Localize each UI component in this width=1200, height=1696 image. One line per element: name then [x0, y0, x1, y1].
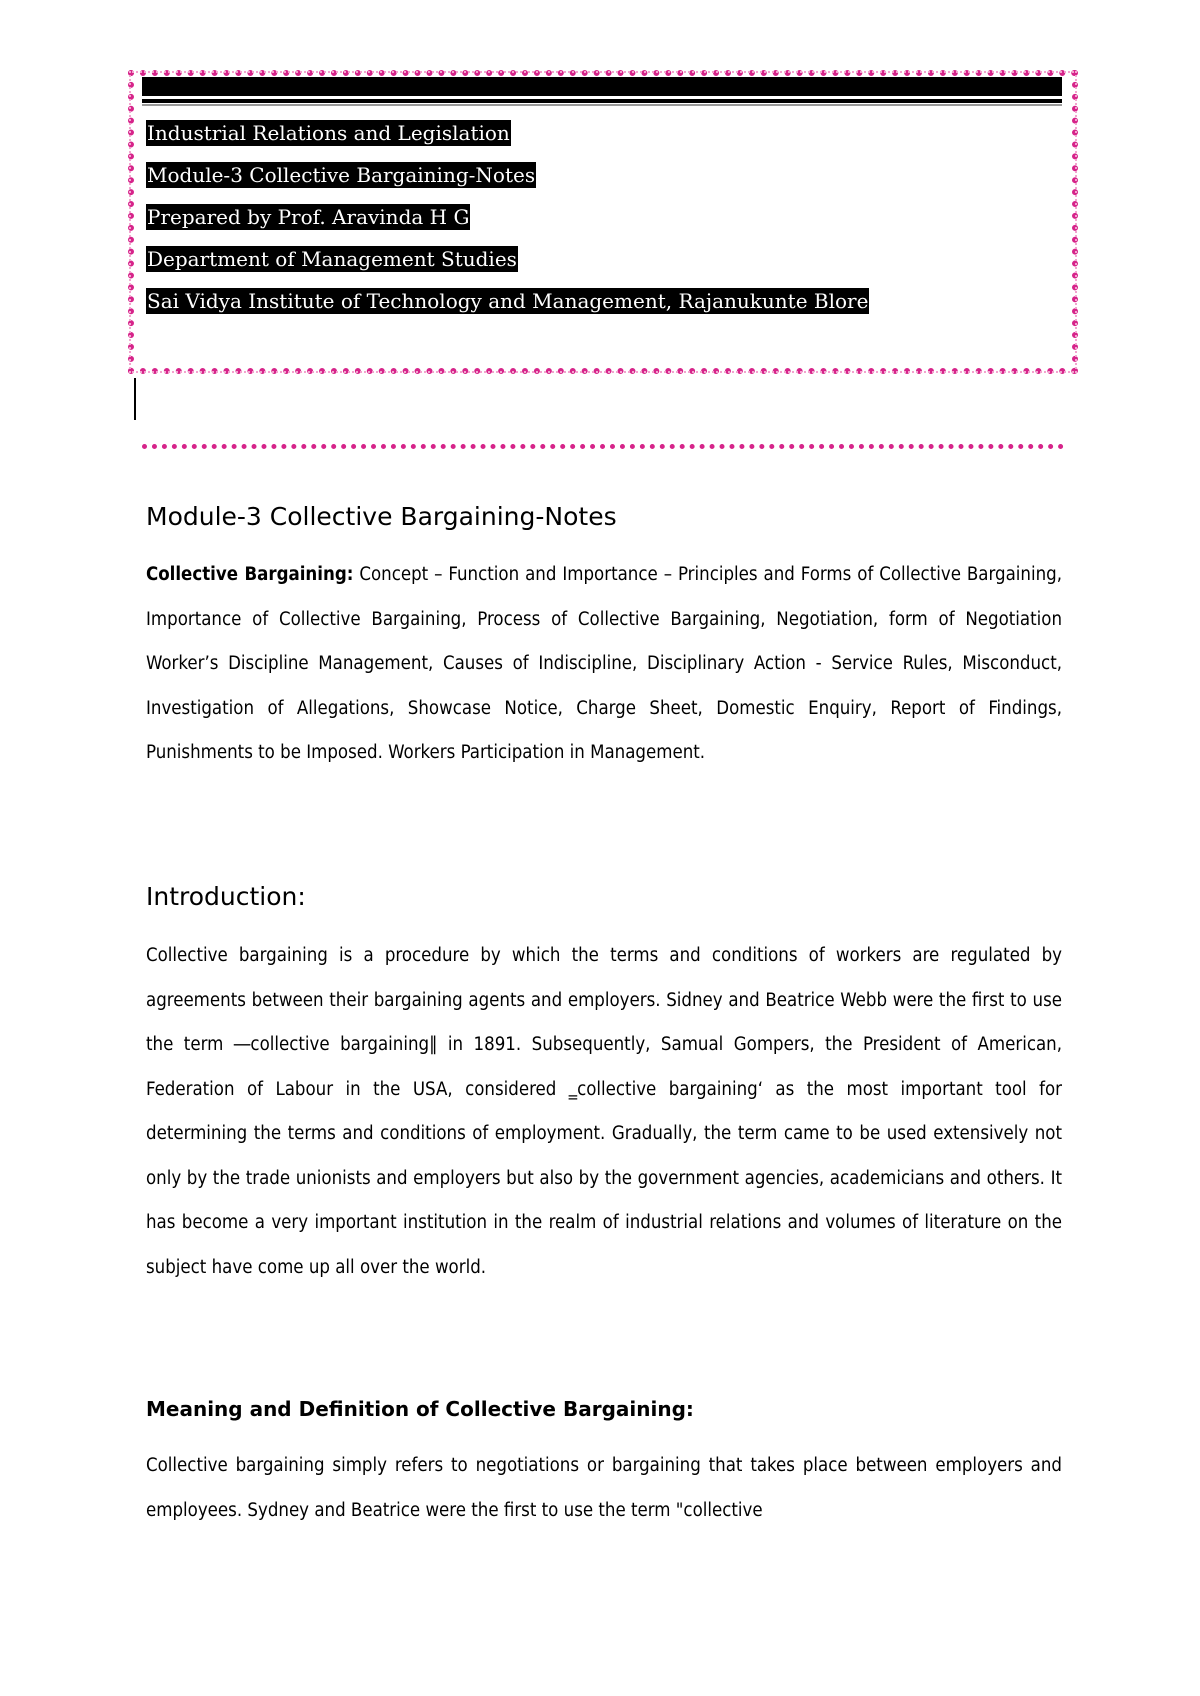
header-line-department: Department of Management Studies [147, 247, 517, 271]
page-title: Module-3 Collective Bargaining-Notes [146, 502, 617, 531]
header-info [146, 120, 869, 330]
introduction-paragraph: Collective bargaining is a procedure by which the terms and conditions of workers are regulated by agreements between their bargaining agents and employers. Sidney and Beatrice Webb were the first to use the term ―collective bargaining‖ in 1891. Subsequently, Samual Gompers, the President of American, Federation of Labour in the USA, considered ‗collective bargaining‘ as the most important tool for determining the terms and conditions of employment. Gradually, the term came to be used extensively not only by the trade unionists and employers but also by the government agencies, academicians and others. It has become a very important institution in the realm of industrial relations and volumes of literature on the subject have come up all over the world. [146, 945, 1062, 1278]
text-cursor[interactable] [134, 378, 136, 420]
syllabus-text: Concept – Function and Importance – Principles and Forms of Collective Bargaining, Importance of Collective Bargaining, Process of Collective Bargaining, Negotiation, form of Negotiation Worker’s Discipline Management, Causes of Indiscipline, Disciplinary Action - Service Rules, Misconduct, Investigation of Allegations, Showcase Notice, Charge Sheet, Domestic Enquiry, Report of Findings, Punishments to be Imposed. Workers Participation in Management. [146, 564, 1062, 763]
meaning-paragraph: Collective bargaining simply refers to negotiations or bargaining that takes place between employers and employees. Sydney and Beatrice were the first to use the term "collective [146, 1455, 1062, 1521]
header-line-institute: Sai Vidya Institute of Technology and Management, Rajanukunte Blore [147, 289, 869, 313]
syllabus-label: Collective Bargaining: [146, 564, 354, 585]
header-gray-rule [142, 104, 1062, 106]
section-divider [142, 444, 1064, 449]
meaning-heading: Meaning and Definition of Collective Bargaining: [146, 1397, 694, 1421]
header-line-module: Module-3 Collective Bargaining-Notes [147, 163, 536, 187]
header-line-author: Prepared by Prof. Aravinda H G [147, 205, 470, 229]
header-line-course: Industrial Relations and Legislation [147, 121, 510, 145]
header-thin-rule [142, 99, 1062, 103]
syllabus-paragraph [146, 553, 1062, 776]
introduction-heading: Introduction: [146, 882, 306, 911]
header-thick-rule [142, 77, 1062, 96]
